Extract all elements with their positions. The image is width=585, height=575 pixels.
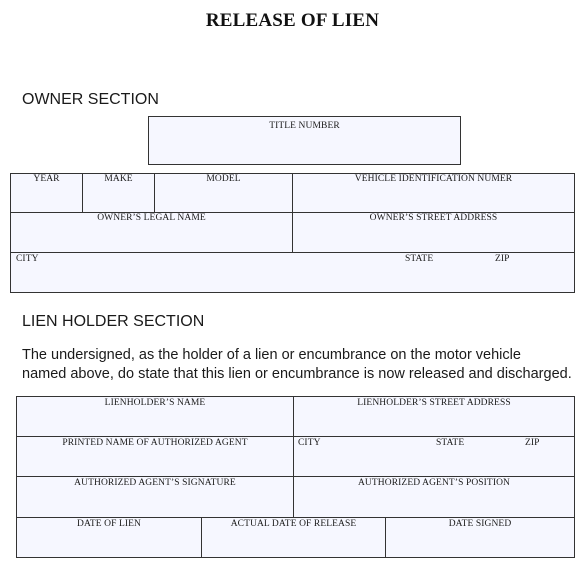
document-title: RELEASE OF LIEN (205, 10, 380, 31)
model-label: MODEL (206, 174, 241, 184)
agent-name-field[interactable] (17, 437, 293, 476)
year-label: YEAR (33, 174, 60, 184)
lienholder-city-label: CITY (298, 438, 321, 448)
agent-name-label: PRINTED NAME OF AUTHORIZED AGENT (62, 438, 248, 448)
model-field[interactable] (155, 174, 292, 212)
lienholder-state-label: STATE (436, 438, 465, 448)
lien-section-heading: LIEN HOLDER SECTION (22, 313, 205, 330)
release-statement-line-2: named above, do state that this lien or encumbrance is now released and discharged. (22, 366, 572, 382)
owner-state-label: STATE (405, 254, 434, 264)
title-number-field[interactable] (148, 116, 461, 165)
owner-name-field[interactable] (11, 213, 292, 252)
release-date-label: ACTUAL DATE OF RELEASE (230, 519, 357, 529)
owner-city-state-zip-field[interactable] (11, 253, 574, 292)
make-label: MAKE (104, 174, 133, 184)
owner-city-label: CITY (16, 254, 39, 264)
make-field[interactable] (83, 174, 154, 212)
vin-label: VEHICLE IDENTIFICATION NUMER (354, 174, 513, 184)
agent-position-field[interactable] (294, 477, 574, 517)
lienholder-name-label: LIENHOLDER’S NAME (104, 398, 206, 408)
vin-field[interactable] (293, 174, 574, 212)
owner-zip-label: ZIP (495, 254, 510, 264)
agent-signature-label: AUTHORIZED AGENT’S SIGNATURE (74, 478, 236, 488)
date-of-lien-field[interactable] (17, 518, 201, 557)
lienholder-address-label: LIENHOLDER’S STREET ADDRESS (357, 398, 511, 408)
lienholder-info-table (16, 396, 575, 558)
lienholder-name-field[interactable] (17, 397, 293, 436)
date-signed-label: DATE SIGNED (448, 519, 512, 529)
agent-signature-field[interactable] (17, 477, 293, 517)
release-statement-line-1: The undersigned, as the holder of a lien or encumbrance on the motor vehicle (22, 347, 521, 363)
lienholder-address-field[interactable] (294, 397, 574, 436)
date-of-lien-label: DATE OF LIEN (77, 519, 141, 529)
owner-name-label: OWNER’S LEGAL NAME (97, 213, 206, 223)
owner-section-heading: OWNER SECTION (22, 91, 159, 108)
owner-address-label: OWNER’S STREET ADDRESS (369, 213, 498, 223)
year-field[interactable] (11, 174, 82, 212)
date-signed-field[interactable] (386, 518, 574, 557)
release-date-field[interactable] (202, 518, 385, 557)
agent-position-label: AUTHORIZED AGENT’S POSITION (357, 478, 511, 488)
owner-info-table (10, 173, 575, 293)
lienholder-zip-label: ZIP (525, 438, 540, 448)
release-statement (22, 346, 582, 384)
title-number-label: TITLE NUMBER (269, 121, 340, 131)
lienholder-city-state-zip-field[interactable] (294, 437, 574, 476)
owner-address-field[interactable] (293, 213, 574, 252)
